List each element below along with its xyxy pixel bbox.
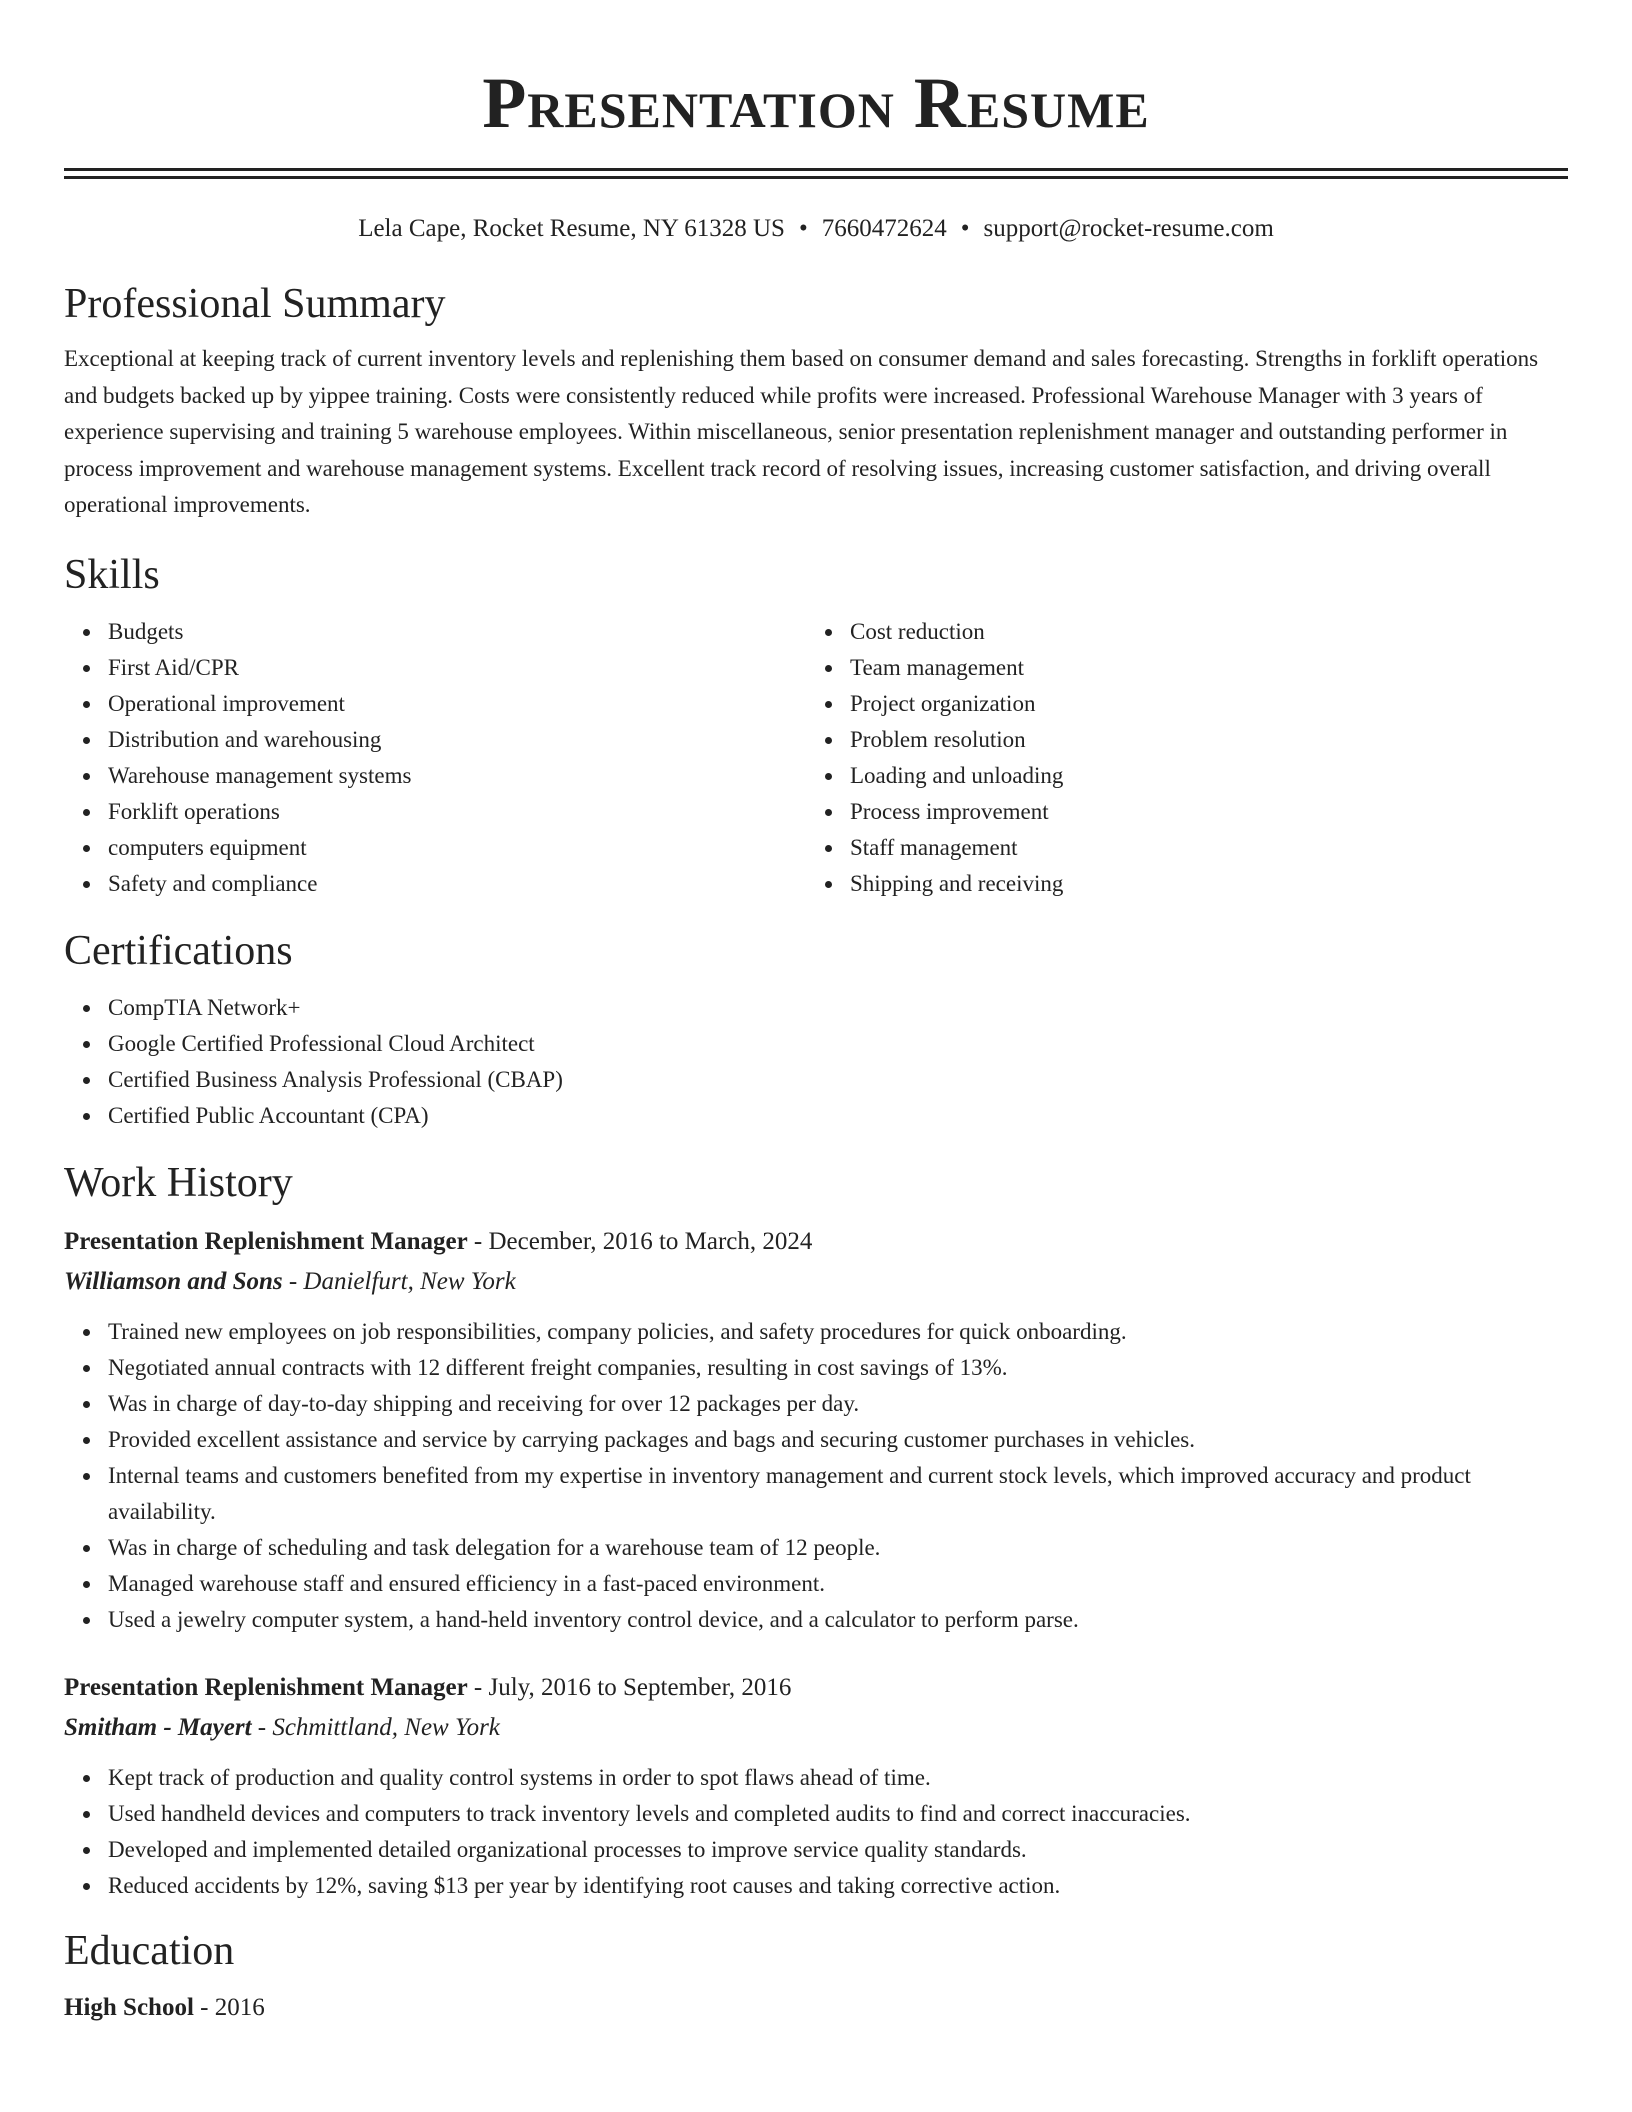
- skills-heading: Skills: [64, 551, 160, 598]
- skill-item: Cost reduction: [850, 614, 1548, 650]
- skill-item: Safety and compliance: [108, 866, 806, 902]
- skill-item: Process improvement: [850, 794, 1548, 830]
- job-duty: Kept track of production and quality control systems in order to spot flaws ahead of time.: [108, 1760, 1568, 1796]
- skill-item: Forklift operations: [108, 794, 806, 830]
- job-duty: Internal teams and customers benefited from my expertise in inventory management and current stock levels, which improved accuracy and product availability.: [108, 1458, 1568, 1530]
- skill-item: Project organization: [850, 686, 1548, 722]
- employer-line: [64, 1262, 1568, 1302]
- skills-columns: [64, 614, 1568, 902]
- skill-item: First Aid/CPR: [108, 650, 806, 686]
- job-dates: - December, 2016 to March, 2024: [467, 1227, 813, 1255]
- employer-location: - Danielfurt, New York: [282, 1267, 516, 1295]
- skill-item: Team management: [850, 650, 1548, 686]
- certification-item: Google Certified Professional Cloud Architect: [108, 1026, 1568, 1062]
- job-duty: Developed and implemented detailed organizational processes to improve service quality standards.: [108, 1832, 1568, 1868]
- employer-name: Williamson and Sons: [64, 1267, 283, 1295]
- job-duty: Trained new employees on job responsibilities, company policies, and safety procedures for quick onboarding.: [108, 1314, 1568, 1350]
- job-duty: Used a jewelry computer system, a hand-held inventory control device, and a calculator to perform parse.: [108, 1602, 1568, 1638]
- resume-content: [64, 0, 1568, 2028]
- job-entry: [64, 1222, 1568, 1638]
- contact-line: [64, 213, 1568, 245]
- job-dates: - July, 2016 to September, 2016: [467, 1673, 792, 1701]
- resume-title: Presentation Resume: [482, 63, 1150, 143]
- title-divider-bottom: [64, 176, 1568, 179]
- certifications-section: [64, 926, 1568, 1134]
- job-entry: [64, 1668, 1568, 1904]
- employer-location: - Schmittland, New York: [251, 1713, 500, 1741]
- skills-column-right: [806, 614, 1548, 902]
- job-duty: Used handheld devices and computers to track inventory levels and completed audits to find and correct inaccuracies.: [108, 1796, 1568, 1832]
- contact-separator: •: [798, 215, 808, 242]
- job-duty: Was in charge of day-to-day shipping and receiving for over 12 packages per day.: [108, 1386, 1568, 1422]
- contact-separator: •: [960, 215, 970, 242]
- certification-item: Certified Public Accountant (CPA): [108, 1098, 1568, 1134]
- work-history-section: [64, 1158, 1568, 1904]
- job-title-line: [64, 1222, 1568, 1262]
- education-section: [64, 1926, 1568, 2028]
- certification-item: CompTIA Network+: [108, 990, 1568, 1026]
- work-history-heading: Work History: [64, 1159, 293, 1206]
- certifications-list: [64, 990, 1568, 1134]
- job-duties-list: [64, 1314, 1568, 1638]
- skill-item: Distribution and warehousing: [108, 722, 806, 758]
- skill-item: Loading and unloading: [850, 758, 1548, 794]
- summary-text: Exceptional at keeping track of current inventory levels and replenishing them based on consumer demand and sales forecasting. Strengths in forklift operations and budgets backed up by yippee training. Costs were consistently reduced while profits were increased. Professional Warehouse Manager with 3 years of experience supervising and training 5 warehouse employees. Within miscellaneous, senior presentation replenishment manager and outstanding performer in process improvement and warehouse management systems. Excellent track record of resolving issues, increasing customer satisfaction, and driving overall operational improvements.: [64, 346, 1539, 517]
- title-divider-top: [64, 168, 1568, 171]
- job-duties-list: [64, 1760, 1568, 1904]
- skill-item: computers equipment: [108, 830, 806, 866]
- education-entry: [64, 1988, 1568, 2028]
- job-duty: Negotiated annual contracts with 12 different freight companies, resulting in cost savings of 13%.: [108, 1350, 1568, 1386]
- skill-item: Shipping and receiving: [850, 866, 1548, 902]
- job-duty: Managed warehouse staff and ensured efficiency in a fast-paced environment.: [108, 1566, 1568, 1602]
- skill-item: Staff management: [850, 830, 1548, 866]
- skill-item: Problem resolution: [850, 722, 1548, 758]
- job-duty: Was in charge of scheduling and task delegation for a warehouse team of 12 people.: [108, 1530, 1568, 1566]
- job-title: Presentation Replenishment Manager: [64, 1673, 468, 1701]
- job-title-line: [64, 1668, 1568, 1708]
- skill-item: Operational improvement: [108, 686, 806, 722]
- skills-section: [64, 550, 1568, 902]
- job-title: Presentation Replenishment Manager: [64, 1227, 468, 1255]
- education-degree: High School: [64, 1993, 194, 2021]
- job-duty: Provided excellent assistance and service by carrying packages and bags and securing customer purchases in vehicles.: [108, 1422, 1568, 1458]
- contact-address: Lela Cape, Rocket Resume, NY 61328 US: [358, 215, 785, 242]
- skill-item: Warehouse management systems: [108, 758, 806, 794]
- education-heading: Education: [64, 1927, 235, 1974]
- contact-phone: 7660472624: [821, 215, 947, 242]
- summary-section: [64, 279, 1568, 524]
- skill-item: Budgets: [108, 614, 806, 650]
- summary-heading: Professional Summary: [64, 281, 446, 327]
- certification-item: Certified Business Analysis Professional (CBAP): [108, 1062, 1568, 1098]
- contact-email: support@rocket-resume.com: [983, 215, 1274, 242]
- skills-column-left: [64, 614, 806, 902]
- job-duty: Reduced accidents by 12%, saving $13 per year by identifying root causes and taking corrective action.: [108, 1868, 1568, 1904]
- employer-line: [64, 1708, 1568, 1748]
- certifications-heading: Certifications: [64, 927, 293, 974]
- employer-name: Smitham - Mayert: [64, 1713, 252, 1741]
- education-year: - 2016: [193, 1993, 265, 2021]
